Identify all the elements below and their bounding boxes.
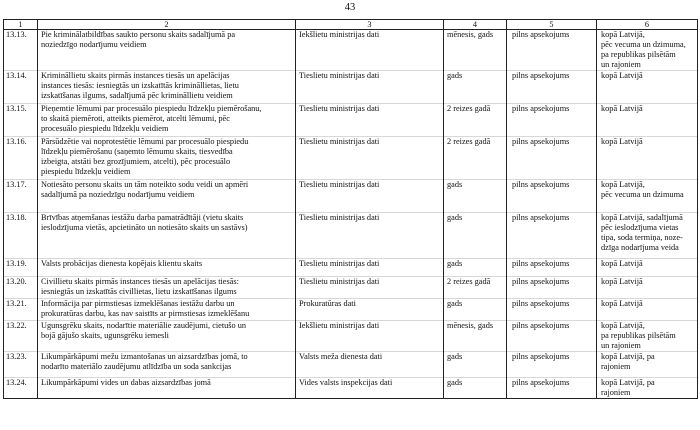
cell-line: to skaitā piemēroti, atteikts piemērot, atcelti lēmumi, pēc <box>41 114 230 123</box>
table-row <box>4 277 698 299</box>
cell-text: pilns apsekojums <box>512 352 570 361</box>
data-source <box>296 180 444 213</box>
data-source <box>296 299 444 321</box>
cell-line: Informācija par pirmstiesas izmeklēšanas iestāžu darbu un <box>41 299 235 308</box>
cell-line: Notiesāto personu skaits un tām noteikto sodu veidi un apmēri <box>41 180 249 189</box>
cell-text: 13.23. <box>6 352 27 361</box>
cell-text: 13.15. <box>6 104 27 113</box>
page-number: 43 <box>344 2 356 13</box>
cell-line: Likumpārkāpumi mežu izmantošanas un aizsardzības jomā, to <box>41 352 248 361</box>
breakdown-detail <box>597 104 698 137</box>
cell-text: 2 reizes gadā <box>447 137 491 146</box>
cell-text: mēnesis, gads <box>447 30 494 39</box>
cell-text: 13.20. <box>6 277 27 286</box>
cell-line: procesuālo piespiedu līdzekļu veidiem <box>41 124 169 133</box>
cell-text: gads <box>447 259 463 268</box>
breakdown-detail <box>597 213 698 259</box>
cell-line: Valsts probācijas dienesta kopējais klientu skaits <box>41 259 203 268</box>
cell-text: pilns apsekojums <box>512 213 570 222</box>
cell-text: Valsts meža dienesta dati <box>299 352 383 361</box>
cell-text: Tieslietu ministrijas dati <box>299 213 380 222</box>
cell-text: 13.21. <box>6 299 27 308</box>
survey-coverage <box>507 299 597 321</box>
indicator-description <box>38 259 296 277</box>
cell-text: pilns apsekojums <box>512 104 570 113</box>
cell-line: Civillietu skaits pirmās instances tiesās un apelācijas tiesās: <box>41 277 239 286</box>
survey-coverage <box>507 378 597 399</box>
indicator-description <box>38 213 296 259</box>
cell-line: Ugunsgrēku skaits, nodarītie materiālie zaudējumi, cietušo un <box>41 321 247 330</box>
cell-line: kopā Latvijā, pa <box>601 352 655 361</box>
cell-text: 13.18. <box>6 213 27 222</box>
survey-coverage <box>507 259 597 277</box>
breakdown-detail <box>597 299 698 321</box>
row-number <box>4 30 38 71</box>
cell-line: kopā Latvijā, pa <box>601 378 655 387</box>
cell-line: kopā Latvijā, <box>601 30 645 39</box>
cell-line: pēc vecuma un dzimuma <box>601 190 684 199</box>
cell-line: rajoniem <box>601 388 631 397</box>
cell-text: pilns apsekojums <box>512 180 570 189</box>
cell-line: kopā Latvijā <box>601 259 643 268</box>
frequency <box>444 259 507 277</box>
frequency <box>444 137 507 180</box>
cell-text: Tieslietu ministrijas dati <box>299 180 380 189</box>
cell-line: nodarīto materiālo zaudējumu atlīdzība un soda sankcijas <box>41 362 232 371</box>
table-row <box>4 299 698 321</box>
data-source <box>296 321 444 352</box>
row-number <box>4 104 38 137</box>
indicator-description <box>38 180 296 213</box>
row-number <box>4 180 38 213</box>
cell-line: iesniegtās un izskatītās civillietas, lietu izskatīšanas ilgums <box>41 287 237 296</box>
survey-coverage <box>507 104 597 137</box>
column-number: 6 <box>597 20 698 30</box>
cell-line: tipa, soda termiņa, noze- <box>601 233 683 242</box>
frequency <box>444 378 507 399</box>
column-number: 4 <box>444 20 507 30</box>
cell-text: mēnesis, gads <box>447 321 494 330</box>
row-number <box>4 259 38 277</box>
cell-line: pa republikas pilsētām <box>601 331 676 340</box>
breakdown-detail <box>597 277 698 299</box>
row-number <box>4 213 38 259</box>
cell-text: pilns apsekojums <box>512 277 570 286</box>
cell-text: Tieslietu ministrijas dati <box>299 259 380 268</box>
cell-text: gads <box>447 180 463 189</box>
column-number: 1 <box>4 20 38 30</box>
table-row <box>4 30 698 71</box>
indicator-description <box>38 352 296 378</box>
breakdown-detail <box>597 30 698 71</box>
data-source <box>296 352 444 378</box>
table-row <box>4 137 698 180</box>
cell-text: 2 reizes gadā <box>447 104 491 113</box>
cell-text: pilns apsekojums <box>512 321 570 330</box>
cell-line: līdzekļu piemērošanu (saņemto lēmumu skaits, tiesvedība <box>41 147 233 156</box>
cell-text: Tieslietu ministrijas dati <box>299 137 380 146</box>
cell-line: piespiedu līdzekļu veidiem <box>41 167 131 176</box>
cell-line: kopā Latvijā <box>601 277 643 286</box>
cell-text: Iekšlietu ministrijas dati <box>299 30 380 39</box>
survey-coverage <box>507 71 597 104</box>
indicator-description <box>38 378 296 399</box>
frequency <box>444 352 507 378</box>
cell-line: instances tiesās: iesniegtās un izskatītās krimināllietas, lietu <box>41 81 239 90</box>
cell-text: pilns apsekojums <box>512 30 570 39</box>
data-source <box>296 104 444 137</box>
cell-line: bojā gājušo skaits, ugunsgrēku iemesli <box>41 331 169 340</box>
survey-coverage <box>507 30 597 71</box>
row-number <box>4 378 38 399</box>
frequency <box>444 30 507 71</box>
cell-text: 13.13. <box>6 30 27 39</box>
table-row <box>4 378 698 399</box>
cell-text: 13.24. <box>6 378 27 387</box>
breakdown-detail <box>597 378 698 399</box>
table-row <box>4 259 698 277</box>
cell-text: pilns apsekojums <box>512 299 570 308</box>
cell-text: pilns apsekojums <box>512 259 570 268</box>
cell-line: Pārsūdzētie vai noprotestētie lēmumi par procesuālo piespiedu <box>41 137 249 146</box>
cell-text: Tieslietu ministrijas dati <box>299 277 380 286</box>
cell-text: gads <box>447 213 463 222</box>
cell-line: sadalījumā pa noziedzīgu nodarījumu veidiem <box>41 190 195 199</box>
breakdown-detail <box>597 259 698 277</box>
survey-coverage <box>507 352 597 378</box>
cell-line: izskatīšanas ilgums, sadalījumā pēc krimināllietu veidiem <box>41 91 233 100</box>
table-row <box>4 104 698 137</box>
cell-line: kopā Latvijā, <box>601 321 645 330</box>
indicator-description <box>38 321 296 352</box>
cell-line: ieslodzījuma vietās, apcietināto un notiesāto skaits un sastāvs) <box>41 223 248 232</box>
breakdown-detail <box>597 71 698 104</box>
column-number: 2 <box>38 20 296 30</box>
table-row <box>4 352 698 378</box>
row-number <box>4 137 38 180</box>
data-source <box>296 137 444 180</box>
cell-line: Likumpārkāpumi vides un dabas aizsardzības jomā <box>41 378 211 387</box>
data-source <box>296 277 444 299</box>
cell-text: Prokuratūras dati <box>299 299 356 308</box>
cell-line: prokuratūras darbu, kas nav saistīts ar pirmstiesas izmeklēšanu <box>41 309 250 318</box>
cell-line: pa republikas pilsētām <box>601 50 676 59</box>
cell-line: izbeigta, atstāti bez grozījumiem, atcelti), pēc procesuālo <box>41 157 231 166</box>
frequency <box>444 277 507 299</box>
cell-text: pilns apsekojums <box>512 71 570 80</box>
cell-line: un rajoniem <box>601 341 641 350</box>
cell-line: kopā Latvijā <box>601 71 643 80</box>
row-number <box>4 71 38 104</box>
indicator-description <box>38 30 296 71</box>
indicator-description <box>38 299 296 321</box>
row-number <box>4 321 38 352</box>
frequency <box>444 321 507 352</box>
data-source <box>296 213 444 259</box>
survey-coverage <box>507 277 597 299</box>
indicator-description <box>38 104 296 137</box>
indicator-description <box>38 71 296 104</box>
cell-text: Vides valsts inspekcijas dati <box>299 378 393 387</box>
cell-text: pilns apsekojums <box>512 137 570 146</box>
cell-line: Pie kriminālatbildības saukto personu skaits sadalījumā pa <box>41 30 236 39</box>
frequency <box>444 180 507 213</box>
row-number <box>4 352 38 378</box>
cell-text: Tieslietu ministrijas dati <box>299 104 380 113</box>
cell-text: gads <box>447 352 463 361</box>
cell-text: gads <box>447 71 463 80</box>
breakdown-detail <box>597 352 698 378</box>
cell-text: 13.16. <box>6 137 27 146</box>
survey-coverage <box>507 137 597 180</box>
column-number: 3 <box>296 20 444 30</box>
frequency <box>444 71 507 104</box>
row-number <box>4 299 38 321</box>
cell-line: kopā Latvijā <box>601 299 643 308</box>
breakdown-detail <box>597 137 698 180</box>
cell-line: Krimināllietu skaits pirmās instances tiesās un apelācijas <box>41 71 230 80</box>
column-number: 5 <box>507 20 597 30</box>
cell-line: un rajoniem <box>601 60 641 69</box>
indicator-description <box>38 277 296 299</box>
cell-line: Pieņemtie lēmumi par procesuālo piespiedu līdzekļu piemērošanu, <box>41 104 262 113</box>
breakdown-detail <box>597 180 698 213</box>
cell-line: Brīvības atņemšanas iestāžu darba pamatrādītāji (vietu skaits <box>41 213 244 222</box>
table-row <box>4 213 698 259</box>
cell-text: 13.22. <box>6 321 27 330</box>
cell-text: 13.14. <box>6 71 27 80</box>
cell-line: kopā Latvijā, sadalījumā <box>601 213 683 222</box>
cell-line: kopā Latvijā <box>601 137 643 146</box>
cell-text: 13.19. <box>6 259 27 268</box>
cell-text: 2 reizes gadā <box>447 277 491 286</box>
survey-coverage <box>507 180 597 213</box>
cell-text: gads <box>447 299 463 308</box>
cell-line: noziedzīgo nodarījumu veidiem <box>41 40 147 49</box>
frequency <box>444 213 507 259</box>
frequency <box>444 104 507 137</box>
table-row <box>4 71 698 104</box>
data-source <box>296 378 444 399</box>
frequency <box>444 299 507 321</box>
cell-line: pēc vecuma un dzimuma, <box>601 40 686 49</box>
column-number-row <box>4 20 698 30</box>
table-row <box>4 180 698 213</box>
data-source <box>296 259 444 277</box>
cell-line: rajoniem <box>601 362 631 371</box>
row-number <box>4 277 38 299</box>
cell-text: gads <box>447 378 463 387</box>
statistics-table <box>3 19 698 399</box>
cell-line: kopā Latvijā, <box>601 180 645 189</box>
data-source <box>296 71 444 104</box>
table-row <box>4 321 698 352</box>
cell-text: 13.17. <box>6 180 27 189</box>
survey-coverage <box>507 213 597 259</box>
survey-coverage <box>507 321 597 352</box>
data-source <box>296 30 444 71</box>
cell-line: pēc ieslodzījuma vietas <box>601 223 679 232</box>
cell-line: dzīga nodarījuma veida <box>601 243 679 252</box>
cell-text: pilns apsekojums <box>512 378 570 387</box>
cell-text: Iekšlietu ministrijas dati <box>299 321 380 330</box>
cell-text: Tieslietu ministrijas dati <box>299 71 380 80</box>
indicator-description <box>38 137 296 180</box>
cell-line: kopā Latvijā <box>601 104 643 113</box>
breakdown-detail <box>597 321 698 352</box>
